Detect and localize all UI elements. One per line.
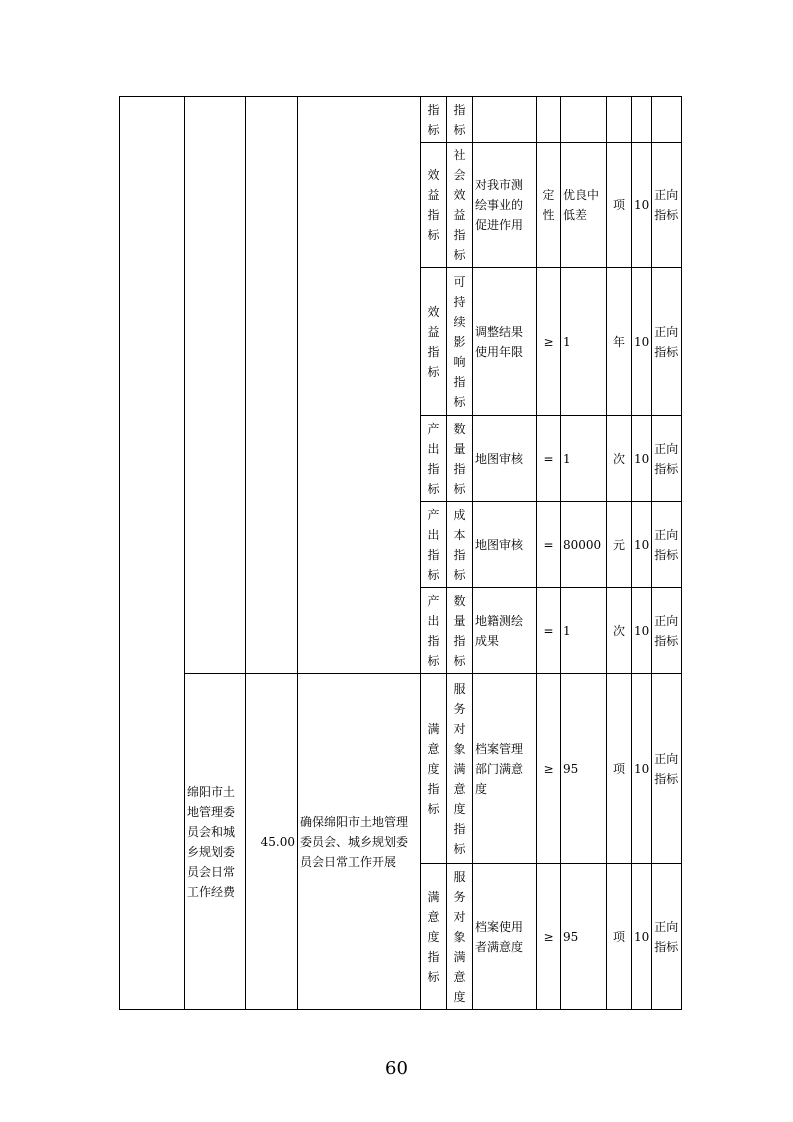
indicator-direction: 正向指标 — [652, 268, 682, 416]
project-amount-cell-prev — [246, 97, 298, 674]
indicator-unit: 项 — [607, 864, 632, 1010]
indicator-unit: 元 — [607, 502, 632, 588]
indicator-level3: 对我市测绘事业的促进作用 — [473, 143, 537, 268]
indicator-weight: 10 — [632, 588, 652, 674]
indicator-level2: 成本指标 — [447, 502, 473, 588]
indicator-level1: 效益指标 — [421, 268, 447, 416]
table-row — [120, 674, 682, 864]
indicator-operator: = — [537, 588, 561, 674]
indicator-level2: 指标 — [447, 97, 473, 143]
project-goal-cell-prev — [298, 97, 421, 674]
indicator-unit: 年 — [607, 268, 632, 416]
page-number: 60 — [385, 1058, 408, 1079]
project-amount: 45.00 — [246, 674, 298, 1010]
indicator-direction: 正向指标 — [652, 502, 682, 588]
indicator-value: 95 — [561, 864, 607, 1010]
indicator-operator: ≥ — [537, 864, 561, 1010]
indicator-level3: 档案使用者满意度 — [473, 864, 537, 1010]
indicator-level2: 服务对象满意度 — [447, 864, 473, 1010]
performance-indicator-table — [119, 96, 682, 1010]
indicator-level2: 可持续影响指标 — [447, 268, 473, 416]
indicator-level1: 产出指标 — [421, 416, 447, 502]
indicator-level3 — [473, 97, 537, 143]
indicator-operator — [537, 97, 561, 143]
indicator-level1: 指标 — [421, 97, 447, 143]
indicator-unit: 次 — [607, 588, 632, 674]
project-name: 绵阳市土地管理委员会和城乡规划委员会日常工作经费 — [185, 674, 246, 1010]
table-row — [120, 97, 682, 143]
indicator-value: 1 — [561, 588, 607, 674]
department-cell — [120, 97, 185, 1010]
indicator-level1: 效益指标 — [421, 143, 447, 268]
indicator-value: 1 — [561, 416, 607, 502]
project-name-cell-prev — [185, 97, 246, 674]
indicator-operator: ≥ — [537, 674, 561, 864]
indicator-direction: 正向指标 — [652, 143, 682, 268]
indicator-direction: 正向指标 — [652, 674, 682, 864]
indicator-value — [561, 97, 607, 143]
indicator-value: 80000 — [561, 502, 607, 588]
indicator-operator: 定性 — [537, 143, 561, 268]
indicator-direction: 正向指标 — [652, 416, 682, 502]
indicator-unit: 次 — [607, 416, 632, 502]
indicator-level3: 地籍测绘成果 — [473, 588, 537, 674]
indicator-level1: 满意度指标 — [421, 864, 447, 1010]
indicator-level3: 地图审核 — [473, 416, 537, 502]
indicator-unit: 项 — [607, 143, 632, 268]
indicator-level3: 地图审核 — [473, 502, 537, 588]
indicator-value: 优良中低差 — [561, 143, 607, 268]
indicator-value: 1 — [561, 268, 607, 416]
project-goal: 确保绵阳市土地管理委员会、城乡规划委员会日常工作开展 — [298, 674, 421, 1010]
indicator-level2: 社会效益指标 — [447, 143, 473, 268]
indicator-level3: 档案管理部门满意度 — [473, 674, 537, 864]
indicator-level2: 服务对象满意度指标 — [447, 674, 473, 864]
indicator-level1: 满意度指标 — [421, 674, 447, 864]
indicator-operator: ≥ — [537, 268, 561, 416]
indicator-operator: = — [537, 416, 561, 502]
indicator-level3: 调整结果使用年限 — [473, 268, 537, 416]
indicator-level2: 数量指标 — [447, 588, 473, 674]
indicator-operator: = — [537, 502, 561, 588]
indicator-weight: 10 — [632, 674, 652, 864]
indicator-level2: 数量指标 — [447, 416, 473, 502]
indicator-level1: 产出指标 — [421, 502, 447, 588]
indicator-weight — [632, 97, 652, 143]
indicator-weight: 10 — [632, 143, 652, 268]
indicator-unit — [607, 97, 632, 143]
indicator-weight: 10 — [632, 268, 652, 416]
indicator-weight: 10 — [632, 864, 652, 1010]
indicator-direction: 正向指标 — [652, 864, 682, 1010]
indicator-level1: 产出指标 — [421, 588, 447, 674]
indicator-weight: 10 — [632, 502, 652, 588]
indicator-direction: 正向指标 — [652, 588, 682, 674]
indicator-value: 95 — [561, 674, 607, 864]
indicator-unit: 项 — [607, 674, 632, 864]
indicator-weight: 10 — [632, 416, 652, 502]
indicator-direction — [652, 97, 682, 143]
